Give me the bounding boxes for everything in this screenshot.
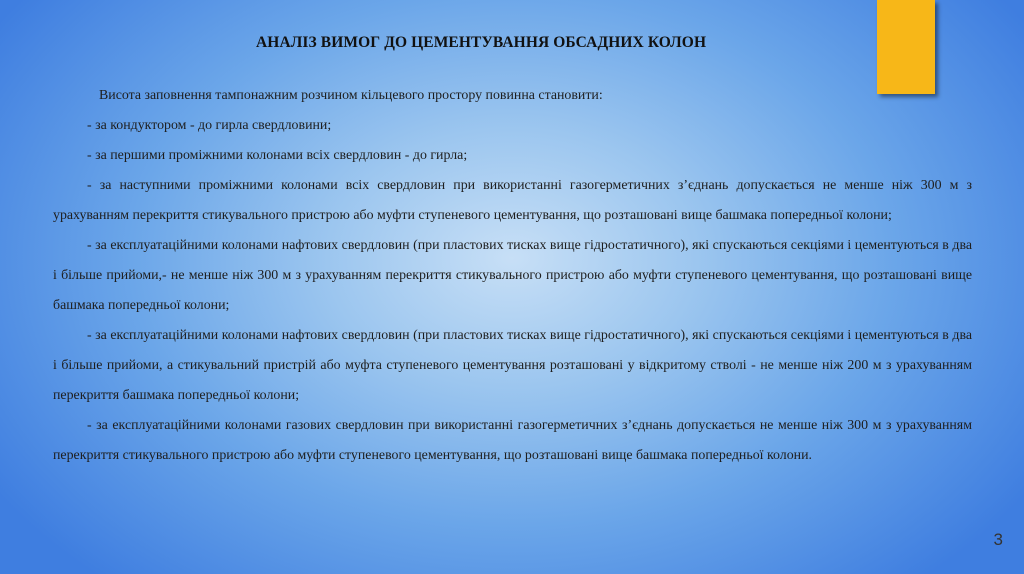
paragraph-first-intermediate: - за першими проміжними колонами всіх свердловин - до гирла; xyxy=(87,148,468,163)
page-number: 3 xyxy=(993,530,1003,549)
paragraph-production-oil-200m: - за експлуатаційними колонами нафтових свердловин (при пластових тисках вище гідростатичного), які спускаються секціями і цементуються в два і більше прийоми, а стикувальний пристрій або муфта ступеневого цементування розташовані у відкритому стволі - не менше ніж 200 м з урахуванням перекриття башмака попередньої колони; xyxy=(53,328,972,403)
paragraph-production-oil-300m: - за експлуатаційними колонами нафтових свердловин (при пластових тисках вище гідростатичного), які спускаються секціями і цементуються в два і більше прийоми,- не менше ніж 300 м з урахуванням перекриття стикувального пристрою або муфти ступеневого цементування, що розташовані вище башмака попередньої колони; xyxy=(53,238,972,313)
paragraph-conductor: - за кондуктором - до гирла свердловини; xyxy=(87,118,332,133)
slide-title: АНАЛІЗ ВИМОГ ДО ЦЕМЕНТУВАННЯ ОБСАДНИХ КОЛОН xyxy=(256,34,707,51)
paragraph-production-gas: - за експлуатаційними колонами газових свердловин при використанні газогерметичних з’єднань допускається не менше ніж 300 м з урахуванням перекриття стикувального пристрою або муфти ступеневого цементування, що розташовані вище башмака попередньої колони. xyxy=(53,418,972,463)
paragraph-next-intermediate: - за наступними проміжними колонами всіх свердловин при використанні газогерметичних з’єднань допускається не менше ніж 300 м з урахуванням перекриття стикувального пристрою або муфти ступеневого цементування, що розташовані вище башмака попередньої колони; xyxy=(53,178,972,223)
slide-body xyxy=(53,81,972,471)
accent-bar xyxy=(877,0,935,94)
paragraph-intro: Висота заповнення тампонажним розчином кільцевого простору повинна становити: xyxy=(99,88,603,103)
